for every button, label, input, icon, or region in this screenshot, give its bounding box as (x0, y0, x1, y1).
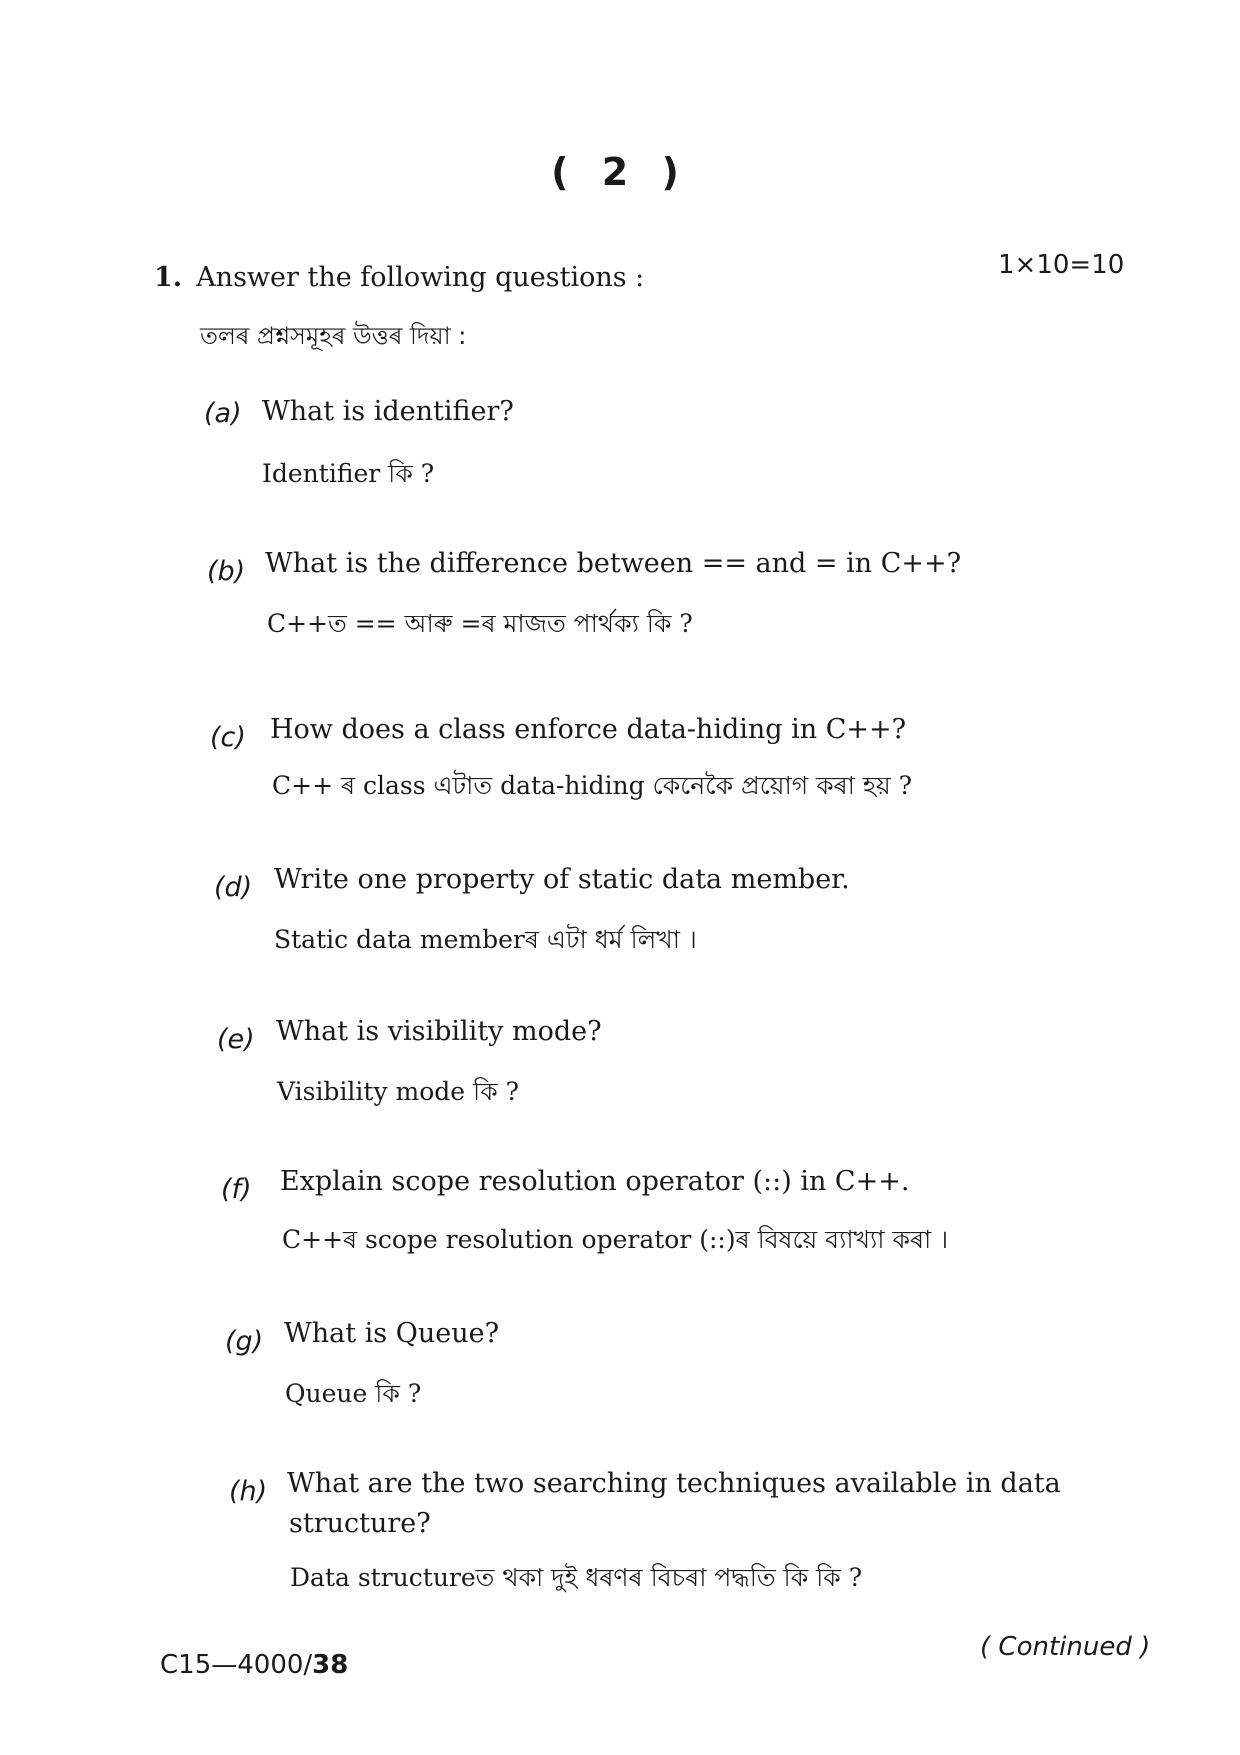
paper-code (160, 1650, 348, 1680)
sub-question-label: (a) (204, 398, 242, 429)
sub-question-english: Write one property of static data member. (274, 864, 850, 895)
marks-allocation: 1×10=10 (998, 250, 1125, 280)
sub-question-assamese: Queue কি ? (285, 1379, 422, 1408)
sub-question-assamese: Static data memberৰ এটা ধৰ্ম লিখা । (274, 925, 697, 954)
sub-question-english: How does a class enforce data-hiding in C++? (270, 714, 907, 745)
sub-question-assamese: Visibility mode কি ? (277, 1077, 520, 1106)
sub-question-english: What are the two searching techniques available in data (287, 1468, 1061, 1499)
sub-question-label: (c) (210, 722, 246, 753)
sub-question-label: (d) (214, 872, 253, 903)
question-heading-assamese: তলৰ প্ৰশ্নসমূহৰ উত্তৰ দিয়া : (200, 322, 467, 350)
paper-code-prefix: C15—4000/ (160, 1650, 313, 1680)
sub-question-english: What is identifier? (262, 396, 514, 427)
sub-question-label: (e) (217, 1024, 255, 1055)
question-heading-english: Answer the following questions : (196, 262, 645, 293)
sub-question-english: What is Queue? (284, 1318, 500, 1349)
sub-question-label: (h) (229, 1476, 268, 1507)
sub-question-label: (f) (221, 1174, 252, 1205)
question-number: 1. (154, 262, 183, 293)
question-heading (154, 262, 644, 293)
sub-question-english: What is visibility mode? (276, 1016, 602, 1047)
sub-question-assamese: Identifier কি ? (262, 459, 435, 488)
page-number: ( 2 ) (551, 150, 689, 194)
sub-question-assamese: C++ ৰ class এটাত data-hiding কেনেকৈ প্ৰয়োগ কৰা হয় ? (272, 771, 913, 800)
sub-question-assamese: C++ত == আৰু =ৰ মাজত পাৰ্থক্য কি ? (267, 609, 693, 638)
continued-note: ( Continued ) (980, 1632, 1151, 1662)
sub-question-label: (b) (207, 556, 246, 587)
sub-question-english-continued: structure? (289, 1508, 431, 1539)
sub-question-assamese: C++ৰ scope resolution operator (::)ৰ বিষয়ে ব্যাখ্যা কৰা । (282, 1225, 949, 1254)
paper-code-suffix: 38 (312, 1650, 349, 1680)
sub-question-english: Explain scope resolution operator (::) in C++. (280, 1166, 910, 1197)
sub-question-assamese: Data structureত থকা দুই ধৰণৰ বিচৰা পদ্ধতি কি কি ? (290, 1563, 863, 1592)
sub-question-label: (g) (225, 1326, 264, 1357)
sub-question-english: What is the difference between == and = in C++? (265, 548, 962, 579)
